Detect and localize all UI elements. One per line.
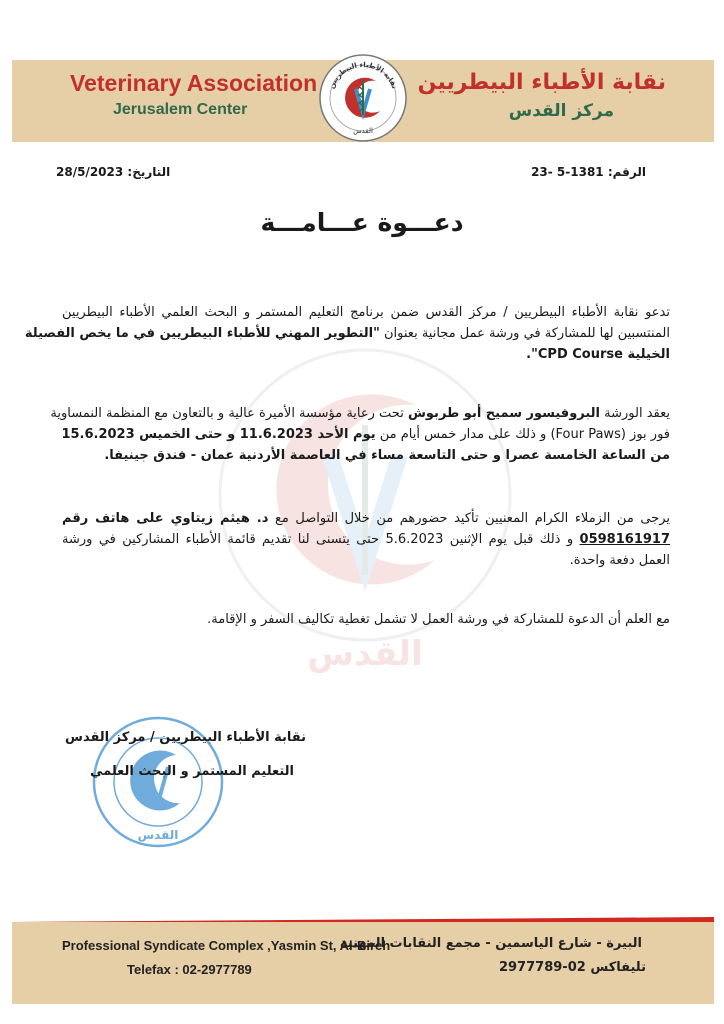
paragraph-1-line-2-a: المنتسبين لها للمشاركة في ورشة عمل مجانية بعنوان [379, 326, 670, 341]
contact-person: د. هيثم زيتاوي على هاتف رقم [62, 511, 269, 526]
watermark-text: القدس [307, 634, 423, 674]
footer-arabic-telefax: تليفاكس 02-2977789 [498, 960, 646, 975]
trainer-name: البروفيسور سميح أبو طربوش [407, 406, 601, 421]
arabic-subtitle: مركز القدس [508, 101, 614, 121]
paragraph-3-line-1-a: يرجى من الزملاء الكرام المعنيين تأكيد حضورهم من خلال التواصل مع [268, 511, 670, 526]
contact-phone: 0598161917 [579, 532, 671, 547]
footer-english-address: Professional Syndicate Complex ,Yasmin St, Al-Bireh [62, 938, 391, 953]
date-value: 28/5/2023 [56, 165, 124, 179]
paragraph-2-line-1-c: تحت رعاية مؤسسة الأميرة عالية و بالتعاون مع المنظمة النمساوية [50, 406, 408, 421]
stamp-text: القدس [137, 828, 179, 842]
paragraph-4-line-1: مع العلم أن الدعوة للمشاركة في ورشة العمل لا تشمل تغطية تكاليف السفر و الإقامة. [207, 612, 670, 627]
paragraph-2-line-2-a: فور بوز (Four Paws) و ذلك على مدار خمس أيام من [375, 427, 670, 442]
page-title: دعـــوة عـــامـــة [260, 208, 464, 237]
paragraph-3-line-2 [62, 529, 670, 550]
paragraph-1-line-1: تدعو نقابة الأطباء البيطريين / مركز القدس ضمن برنامج التعليم المستمر و البحث العلمي الأطباء البيطريين [62, 305, 670, 320]
footer-english-telefax: Telefax : 02-2977789 [127, 962, 252, 977]
workshop-title: "التطوير المهني للأطباء البيطريين في ما يخص الفصيلة [24, 326, 380, 341]
footer-arabic-address: البيرة - شارع الياسمين - مجمع النقابات المهنية [339, 936, 642, 951]
paragraph-2-line-2 [62, 424, 670, 445]
paragraph-4 [62, 609, 670, 630]
logo-text: نقابة الأطباء البيطريين [327, 60, 399, 90]
association-logo [318, 53, 408, 143]
english-title: Veterinary Association [70, 70, 318, 96]
signature-line-1: نقابة الأطباء البيطريين / مركز القدس [65, 730, 306, 745]
paragraph-3-line-2-b: و ذلك قبل يوم الإثنين 5.6.2023 حتى يتسنى لنا تقديم قائمة الأطباء المشاركين في ورشة [62, 532, 580, 547]
ref-value: 23- 5-1381 [531, 165, 604, 179]
date-label: التاريخ: [127, 165, 171, 179]
paragraph-2-line-1-a: يعقد الورشة [600, 406, 670, 421]
paragraph-1 [24, 302, 670, 365]
reference-field [531, 165, 646, 179]
paragraph-2 [50, 403, 670, 466]
paragraph-1-line-2 [24, 323, 670, 344]
paragraph-2-line-1 [50, 403, 670, 424]
paragraph-2-line-3: من الساعة الخامسة عصرا و حتى التاسعة مساء في العاصمة الأردنية عمان - فندق جينيفا. [104, 448, 670, 463]
paragraph-3 [62, 508, 670, 571]
arabic-title: نقابة الأطباء البيطريين [417, 70, 666, 95]
workshop-dates: يوم الأحد 11.6.2023 و حتى الخميس 15.6.2023 [61, 427, 376, 442]
signature-line-2: التعليم المستمر و البحث العلمي [90, 764, 294, 779]
english-subtitle: Jerusalem Center [113, 101, 248, 118]
ref-label: الرقم: [607, 165, 646, 179]
logo-city: القدس [353, 127, 373, 135]
paragraph-1-line-3: الخيلية CPD Course". [526, 347, 670, 362]
paragraph-3-line-1 [62, 508, 670, 529]
date-field [56, 165, 170, 179]
paragraph-3-line-3: العمل دفعة واحدة. [569, 553, 670, 568]
